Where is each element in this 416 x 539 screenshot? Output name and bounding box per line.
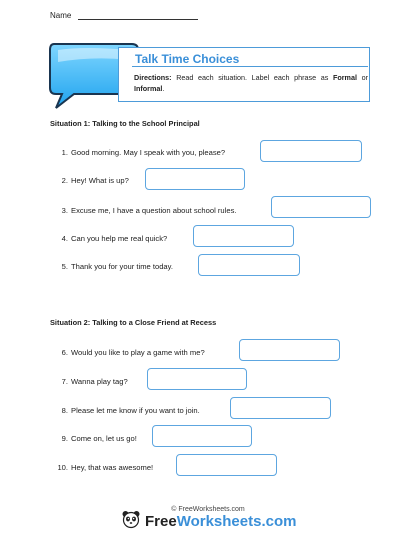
question-text: Would you like to play a game with me? xyxy=(71,348,205,357)
question-2 xyxy=(56,176,129,185)
situation2-title: Situation 2: Talking to a Close Friend at Recess xyxy=(50,318,217,327)
question-text: Wanna play tag? xyxy=(71,377,128,386)
name-label: Name xyxy=(50,11,72,20)
panda-logo-icon xyxy=(121,509,141,529)
question-number: 10. xyxy=(57,463,68,472)
name-line[interactable] xyxy=(78,10,198,20)
question-number: 1. xyxy=(61,148,68,157)
formal-word: Formal xyxy=(332,73,357,82)
brand-free: Free xyxy=(145,513,177,530)
question-number: 5. xyxy=(61,262,68,271)
question-8 xyxy=(56,406,200,415)
question-number: 4. xyxy=(61,234,68,243)
question-7 xyxy=(56,377,128,386)
header-divider xyxy=(132,66,368,67)
question-6 xyxy=(56,348,205,357)
question-number: 9. xyxy=(61,434,68,443)
footer-copyright: © FreeWorksheets.com xyxy=(171,506,245,513)
question-text: Excuse me, I have a question about school rules. xyxy=(71,206,237,215)
question-text: Good morning. May I speak with you, please? xyxy=(71,148,226,157)
question-text: Thank you for your time today. xyxy=(71,262,173,271)
question-1 xyxy=(56,148,225,157)
informal-word: Informal xyxy=(134,84,163,93)
brand-worksheets: Worksheets xyxy=(176,513,262,530)
directions-text: Read each situation. Label each phrase as xyxy=(171,73,333,82)
question-text: Can you help me real quick? xyxy=(71,234,168,243)
answer-box-10[interactable] xyxy=(176,454,277,476)
question-text: Hey, that was awesome! xyxy=(71,463,154,472)
question-number: 3. xyxy=(61,206,68,215)
question-number: 8. xyxy=(61,406,68,415)
answer-box-5[interactable] xyxy=(198,254,300,276)
name-row xyxy=(50,10,198,20)
answer-box-3[interactable] xyxy=(271,196,371,218)
directions-label: Directions: xyxy=(134,73,172,82)
question-9 xyxy=(56,434,137,443)
directions-end: . xyxy=(162,84,165,93)
question-5 xyxy=(56,262,173,271)
question-text: Come on, let us go! xyxy=(71,434,137,443)
question-number: 2. xyxy=(61,176,68,185)
question-10 xyxy=(56,463,153,472)
page-title: Talk Time Choices xyxy=(135,52,240,66)
situation1-title: Situation 1: Talking to the School Principal xyxy=(50,119,200,128)
question-text: Hey! What is up? xyxy=(71,176,129,185)
answer-box-8[interactable] xyxy=(230,397,331,419)
question-4 xyxy=(56,234,167,243)
question-number: 7. xyxy=(61,377,68,386)
answer-box-9[interactable] xyxy=(152,425,252,447)
answer-box-1[interactable] xyxy=(260,140,362,162)
directions xyxy=(134,72,368,94)
directions-or: or xyxy=(356,73,368,82)
answer-box-7[interactable] xyxy=(147,368,247,390)
question-number: 6. xyxy=(61,348,68,357)
answer-box-6[interactable] xyxy=(239,339,340,361)
answer-box-4[interactable] xyxy=(193,225,294,247)
brand-dotcom: .com xyxy=(261,513,297,530)
question-text: Please let me know if you want to join. xyxy=(71,406,200,415)
question-3 xyxy=(56,206,236,215)
footer-brand xyxy=(145,513,296,530)
answer-box-2[interactable] xyxy=(145,168,245,190)
